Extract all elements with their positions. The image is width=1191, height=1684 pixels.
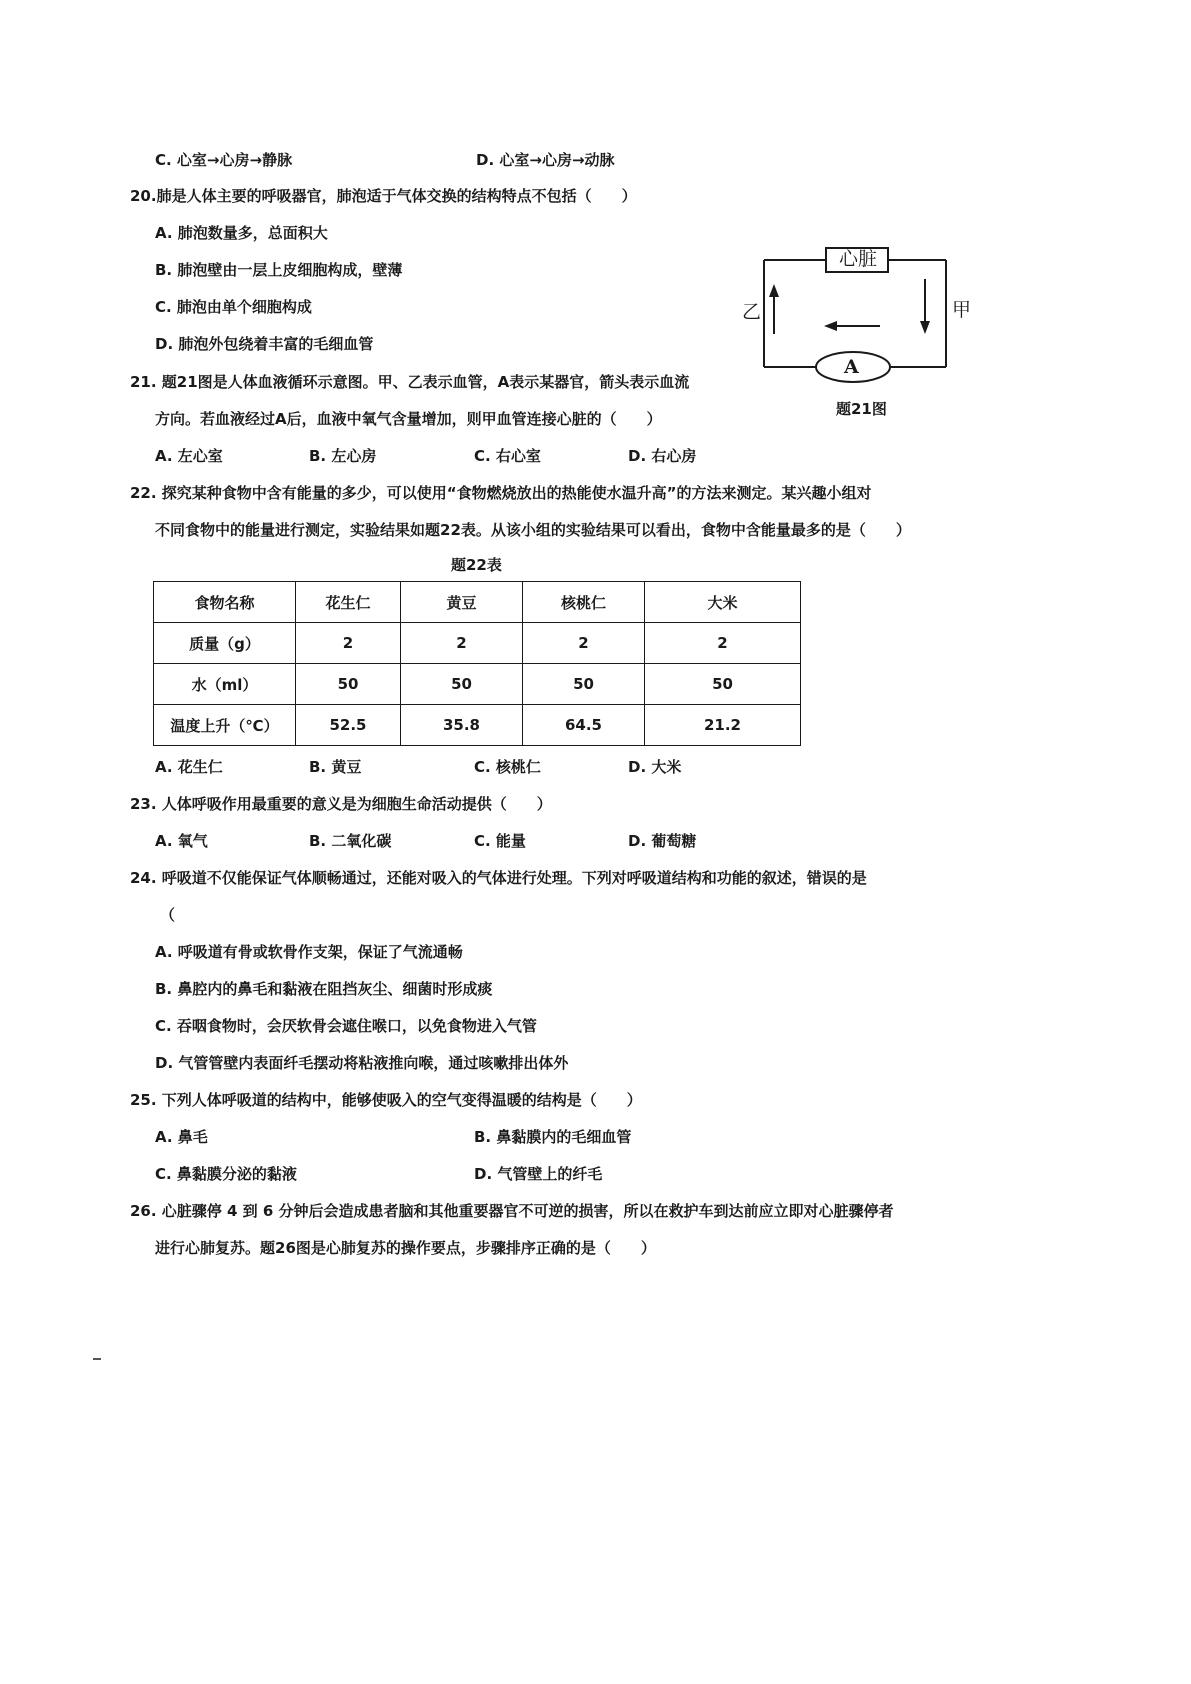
q24-option-d: D. 气管管壁内表面纤毛摆动将粘液推向喉，通过咳嗽排出体外	[155, 1054, 569, 1072]
q20-option-b: B. 肺泡壁由一层上皮细胞构成，壁薄	[155, 261, 403, 279]
q24-stem-line1: 24. 呼吸道不仅能保证气体顺畅通过，还能对吸入的气体进行处理。下列对呼吸道结构和功能的叙述，错误的是	[130, 869, 867, 887]
heart-label: 心脏	[838, 248, 877, 270]
table-22-caption: 题22表	[451, 556, 502, 574]
q22-option-b: B. 黄豆	[309, 758, 362, 776]
q19-option-d: D. 心室→心房→动脉	[476, 151, 615, 169]
q20-option-c: C. 肺泡由单个细胞构成	[155, 298, 312, 316]
scan-speck	[93, 1358, 101, 1360]
table-row	[154, 705, 801, 746]
q21-option-b: B. 左心房	[309, 447, 377, 465]
q25-option-b: B. 鼻黏膜内的毛细血管	[474, 1128, 632, 1146]
table-cell: 35.8	[401, 705, 523, 746]
table-cell: 64.5	[523, 705, 645, 746]
arrow-left-icon	[824, 321, 837, 331]
q23-option-a: A. 氧气	[155, 832, 208, 850]
q21-option-a: A. 左心室	[155, 447, 223, 465]
q25-option-c: C. 鼻黏膜分泌的黏液	[155, 1165, 297, 1183]
table-cell: 温度上升（℃）	[154, 705, 296, 746]
q21-stem-line1: 21. 题21图是人体血液循环示意图。甲、乙表示血管，A表示某器官，箭头表示血流	[130, 373, 690, 391]
table-cell: 2	[401, 623, 523, 664]
table-cell: 2	[523, 623, 645, 664]
q24-stem-line2: （	[160, 906, 176, 924]
table-cell: 质量（g）	[154, 623, 296, 664]
table-cell: 52.5	[296, 705, 401, 746]
q23-option-b: B. 二氧化碳	[309, 832, 392, 850]
table-cell: 50	[645, 664, 801, 705]
circulation-diagram	[744, 244, 984, 424]
q22-stem-line1: 22. 探究某种食物中含有能量的多少，可以使用“食物燃烧放出的热能使水温升高”的方法来测定。某兴趣小组对	[130, 484, 872, 502]
q22-option-c: C. 核桃仁	[474, 758, 541, 776]
food-energy-table	[153, 581, 801, 746]
arrow-up-icon	[769, 284, 779, 297]
table-row	[154, 664, 801, 705]
table-header-cell: 大米	[645, 582, 801, 623]
table-cell: 50	[523, 664, 645, 705]
table-cell: 2	[296, 623, 401, 664]
table-header-cell: 食物名称	[154, 582, 296, 623]
q20-option-a: A. 肺泡数量多，总面积大	[155, 224, 328, 242]
arrow-down-icon	[920, 321, 930, 334]
q23-option-d: D. 葡萄糖	[628, 832, 697, 850]
q25-option-a: A. 鼻毛	[155, 1128, 208, 1146]
q24-option-b: B. 鼻腔内的鼻毛和黏液在阻挡灰尘、细菌时形成痰	[155, 980, 493, 998]
q22-option-a: A. 花生仁	[155, 758, 223, 776]
q24-option-a: A. 呼吸道有骨或软骨作支架，保证了气流通畅	[155, 943, 463, 961]
q19-option-c: C. 心室→心房→静脉	[155, 151, 293, 169]
q21-stem-line2: 方向。若血液经过A后，血液中氧气含量增加，则甲血管连接心脏的（ ）	[155, 410, 662, 428]
q25-option-d: D. 气管壁上的纤毛	[474, 1165, 603, 1183]
organ-a-label: A	[844, 356, 859, 378]
q22-option-d: D. 大米	[628, 758, 682, 776]
q24-option-c: C. 吞咽食物时，会厌软骨会遮住喉口，以免食物进入气管	[155, 1017, 537, 1035]
figure-21-caption: 题21图	[836, 400, 887, 418]
q20-option-d: D. 肺泡外包绕着丰富的毛细血管	[155, 335, 374, 353]
table-cell: 50	[401, 664, 523, 705]
q20-stem: 20.肺是人体主要的呼吸器官，肺泡适于气体交换的结构特点不包括（ ）	[130, 187, 637, 205]
table-header-row	[154, 582, 801, 623]
table-cell: 21.2	[645, 705, 801, 746]
table-row	[154, 623, 801, 664]
q26-stem-line2: 进行心肺复苏。题26图是心肺复苏的操作要点，步骤排序正确的是（ ）	[155, 1239, 656, 1257]
table-header-cell: 核桃仁	[523, 582, 645, 623]
q23-stem: 23. 人体呼吸作用最重要的意义是为细胞生命活动提供（ ）	[130, 795, 552, 813]
circulation-diagram-svg	[744, 244, 984, 424]
table-header-cell: 花生仁	[296, 582, 401, 623]
q25-stem: 25. 下列人体呼吸道的结构中，能够使吸入的空气变得温暖的结构是（ ）	[130, 1091, 642, 1109]
vessel-yi-label: 乙	[742, 301, 762, 323]
q21-option-d: D. 右心房	[628, 447, 697, 465]
q23-option-c: C. 能量	[474, 832, 526, 850]
table-cell: 50	[296, 664, 401, 705]
table-cell: 2	[645, 623, 801, 664]
q22-stem-line2: 不同食物中的能量进行测定，实验结果如题22表。从该小组的实验结果可以看出，食物中含能量最多的是（ ）	[155, 521, 911, 539]
table-header-cell: 黄豆	[401, 582, 523, 623]
vessel-jia-label: 甲	[952, 299, 972, 321]
q26-stem-line1: 26. 心脏骤停 4 到 6 分钟后会造成患者脑和其他重要器官不可逆的损害，所以在救护车到达前应立即对心脏骤停者	[130, 1202, 894, 1220]
table-cell: 水（ml）	[154, 664, 296, 705]
q21-option-c: C. 右心室	[474, 447, 541, 465]
